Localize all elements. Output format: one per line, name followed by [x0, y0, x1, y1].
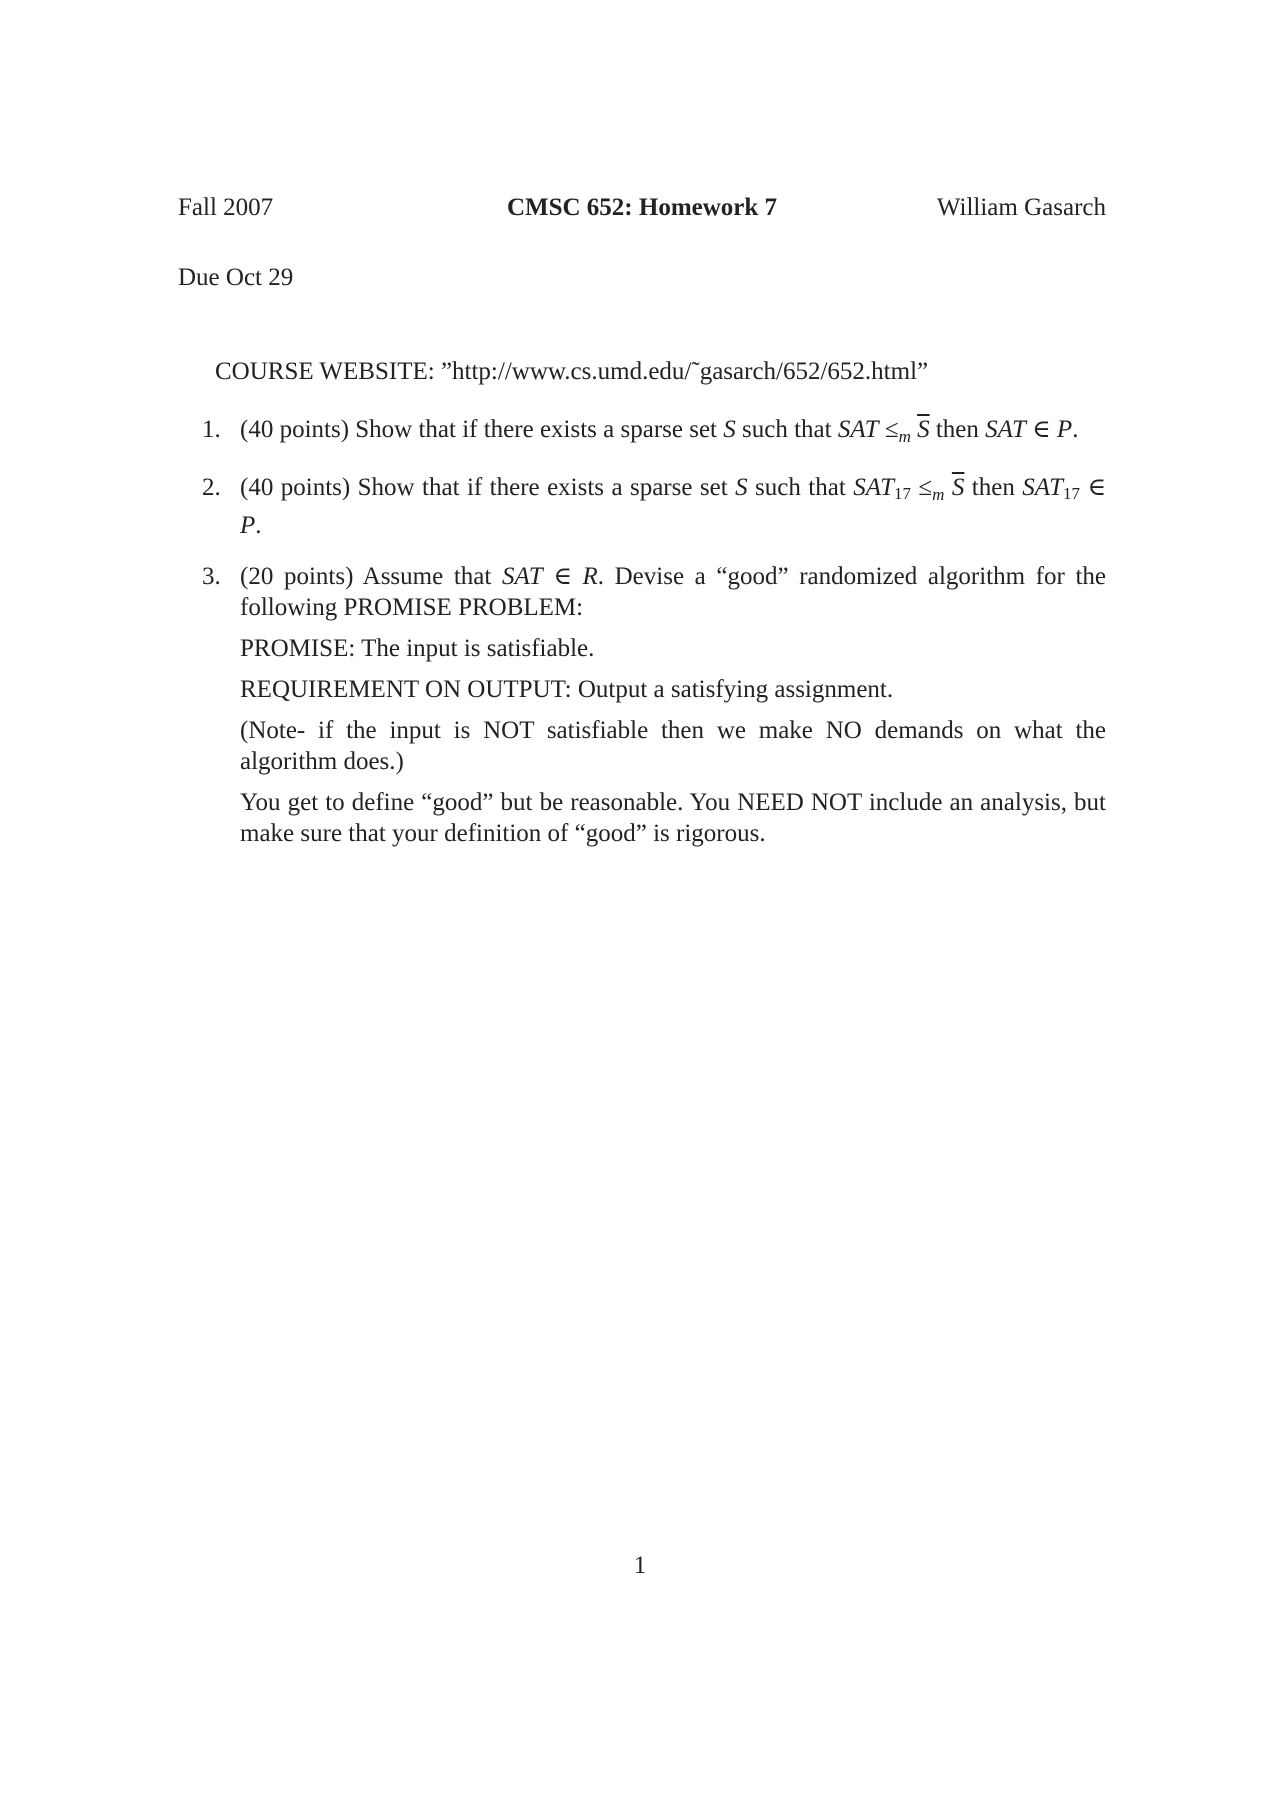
problem-1: [202, 414, 1106, 452]
problem-number: 2.: [202, 474, 221, 501]
due-date: Due Oct 29: [178, 264, 294, 291]
problem-text: (40 points) Show that if there exists a sparse set S such that SAT $\le_m$ $\overline{S}$ then SAT ∈ P.: [240, 416, 1079, 446]
problem-3: [202, 561, 1106, 849]
problem-text: (20 points) Assume that SAT ∈ R. Devise a “good” randomized algorithm for the following PROMISE PROBLEM:: [240, 563, 1106, 621]
author: William Gasarch: [936, 194, 1106, 221]
page-number: 1: [633, 1552, 647, 1579]
problem-list: [202, 414, 1106, 869]
header: [178, 194, 1106, 228]
note-text: (Note- if the input is NOT satisfiable then we make NO demands on what the algorithm does.): [240, 717, 1106, 775]
problem-2: [202, 472, 1106, 541]
good-definition-text: You get to define “good” but be reasonable. You NEED NOT include an analysis, but make sure that your definition of “good” is rigorous.: [240, 789, 1106, 847]
problem-number: 3.: [202, 563, 221, 590]
promise-text: PROMISE: The input is satisfiable.: [240, 635, 595, 662]
problem-number: 1.: [202, 416, 221, 443]
page-title: CMSC 652: Homework 7: [506, 194, 778, 221]
requirement-text: REQUIREMENT ON OUTPUT: Output a satisfying assignment.: [240, 676, 894, 703]
course-website: COURSE WEBSITE: ”http://www.cs.umd.edu/˜gasarch/652/652.html”: [215, 358, 929, 385]
semester: Fall 2007: [178, 194, 274, 221]
problem-text: (40 points) Show that if there exists a sparse set S such that $SAT_{17} \le_m$ $\overline{S}$ then $SAT_{17}$ ∈ P.: [240, 474, 1106, 539]
